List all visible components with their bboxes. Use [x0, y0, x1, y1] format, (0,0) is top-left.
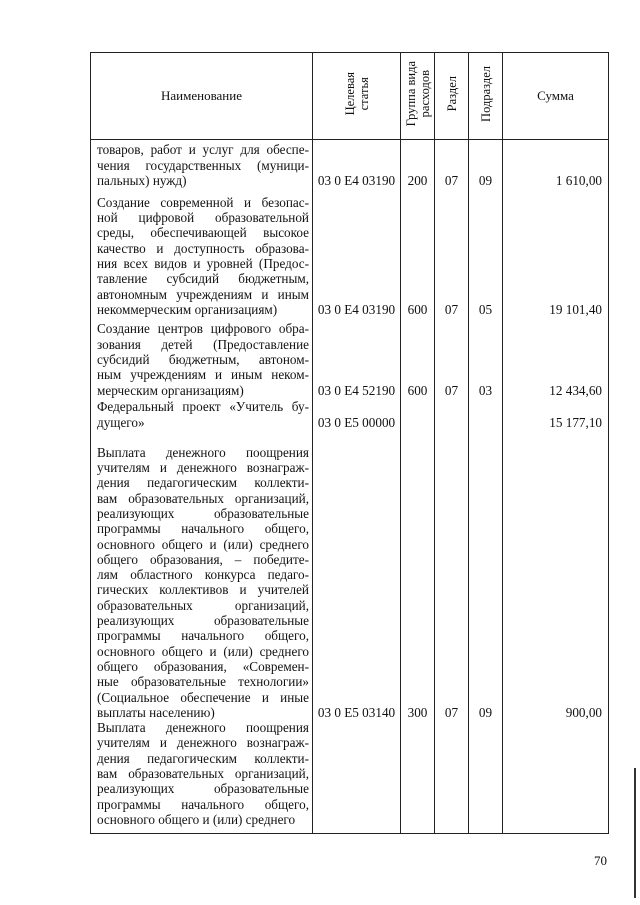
- row-name-line: выплаты населению): [97, 704, 215, 720]
- table-row: [91, 188, 609, 317]
- table-row: [91, 398, 609, 430]
- row-subsection: [469, 720, 503, 833]
- scan-edge-mark: [634, 768, 636, 898]
- row-target-article: 03 0 E4 03190: [313, 188, 401, 317]
- row-target-article: 03 0 E5 03140: [313, 430, 401, 720]
- table-body: [91, 140, 609, 834]
- row-sum: 900,00: [503, 430, 609, 720]
- row-name-line: тавление субсидий бюджетным,: [97, 271, 309, 287]
- row-name-line: лям областного конкурса педаго-: [97, 567, 309, 583]
- header-subsection: Подраздел: [469, 53, 503, 140]
- row-name-line: субсидий бюджетным, автоном-: [97, 351, 309, 367]
- row-expense-group: 300: [401, 430, 435, 720]
- row-name-line: Выплата денежного поощрения: [97, 444, 309, 460]
- row-section: 07: [435, 188, 469, 317]
- budget-table: [90, 52, 609, 834]
- row-sum: 1 610,00: [503, 140, 609, 189]
- row-expense-group: 600: [401, 317, 435, 398]
- row-name-line: программы начального общего,: [97, 796, 309, 812]
- row-subsection: 09: [469, 430, 503, 720]
- table-header: [91, 53, 609, 140]
- row-subsection: 03: [469, 317, 503, 398]
- row-name-line: гических коллективов и учителей: [97, 582, 309, 598]
- row-section: 07: [435, 140, 469, 189]
- row-subsection: [469, 398, 503, 430]
- row-name-line: программы начального общего,: [97, 521, 309, 537]
- row-name-line: реализующих образовательные: [97, 505, 309, 521]
- row-name-line: учителям и денежного вознаграж-: [97, 735, 309, 751]
- row-name-line: качество и доступность образова-: [97, 240, 309, 256]
- table-row: [91, 720, 609, 833]
- row-name-line: Федеральный проект «Учитель бу-: [97, 399, 309, 415]
- row-sum: [503, 720, 609, 833]
- table-row: [91, 140, 609, 189]
- row-name-line: ной цифровой образовательной: [97, 210, 309, 226]
- row-name-line: ные образовательные технологии»: [97, 674, 309, 690]
- row-name-line: Создание современной и безопас-: [97, 194, 309, 210]
- row-name-line: дения педагогическим коллекти-: [97, 475, 309, 491]
- row-sum: 19 101,40: [503, 188, 609, 317]
- page-number: 70: [594, 853, 607, 868]
- row-name: [91, 188, 313, 317]
- header-target-article: Целевая статья: [313, 53, 401, 140]
- row-expense-group: 200: [401, 140, 435, 189]
- row-name: [91, 720, 313, 833]
- row-name-line: ния всех видов и уровней (Предос-: [97, 256, 309, 272]
- row-expense-group: 600: [401, 188, 435, 317]
- row-name-line: (Социальное обеспечение и иные: [97, 689, 309, 705]
- row-name-line: общего образования, «Современ-: [97, 658, 309, 674]
- row-subsection: 09: [469, 140, 503, 189]
- row-name-line: основного общего и (или) среднего: [97, 643, 309, 659]
- header-expense-group: Группа вида расходов: [401, 53, 435, 140]
- row-name-line: мерческим организациям): [97, 382, 244, 398]
- row-name-line: среды, обеспечивающей высокое: [97, 225, 309, 241]
- row-name-line: реализующих образовательные: [97, 781, 309, 797]
- row-sum: 12 434,60: [503, 317, 609, 398]
- row-name-line: основного общего и (или) среднего: [97, 536, 309, 552]
- row-name-line: пальных) нужд): [97, 173, 187, 189]
- row-section: 07: [435, 317, 469, 398]
- row-section: [435, 398, 469, 430]
- row-name-line: товаров, работ и услуг для обеспе-: [97, 142, 309, 158]
- table-row: [91, 430, 609, 720]
- row-target-article: 03 0 E5 00000: [313, 398, 401, 430]
- row-sum: 15 177,10: [503, 398, 609, 430]
- row-name-line: общего образования, – победите-: [97, 551, 309, 567]
- row-name: [91, 430, 313, 720]
- row-name-line: дущего»: [97, 414, 145, 430]
- table-row: [91, 317, 609, 398]
- row-target-article: 03 0 E4 52190: [313, 317, 401, 398]
- row-name-line: некоммерческим организациям): [97, 301, 278, 317]
- row-name-line: образовательных организаций,: [97, 597, 309, 613]
- row-subsection: 05: [469, 188, 503, 317]
- row-name: [91, 398, 313, 430]
- row-expense-group: [401, 398, 435, 430]
- row-name-line: реализующих образовательные: [97, 613, 309, 629]
- header-section: Раздел: [435, 53, 469, 140]
- row-name-line: программы начального общего,: [97, 628, 309, 644]
- row-name-line: зования детей (Предоставление: [97, 336, 309, 352]
- row-name-line: чения государственных (муници-: [97, 157, 309, 173]
- row-name: [91, 317, 313, 398]
- row-name-line: Создание центров цифрового обра-: [97, 321, 309, 337]
- row-name-line: ным учреждениям и иным неком-: [97, 367, 309, 383]
- row-name-line: автономным учреждениям и иным: [97, 286, 309, 302]
- row-expense-group: [401, 720, 435, 833]
- row-section: [435, 720, 469, 833]
- row-name-line: основного общего и (или) среднего: [97, 811, 296, 827]
- header-name: Наименование: [91, 53, 313, 140]
- row-name-line: учителям и денежного вознаграж-: [97, 460, 309, 476]
- row-target-article: [313, 720, 401, 833]
- row-section: 07: [435, 430, 469, 720]
- row-name: [91, 140, 313, 189]
- row-name-line: Выплата денежного поощрения: [97, 720, 309, 736]
- row-name-line: вам образовательных организаций,: [97, 766, 309, 781]
- row-target-article: 03 0 E4 03190: [313, 140, 401, 189]
- row-name-line: вам образовательных организаций,: [97, 490, 309, 506]
- row-name-line: дения педагогическим коллекти-: [97, 750, 309, 766]
- header-sum: Сумма: [503, 53, 609, 140]
